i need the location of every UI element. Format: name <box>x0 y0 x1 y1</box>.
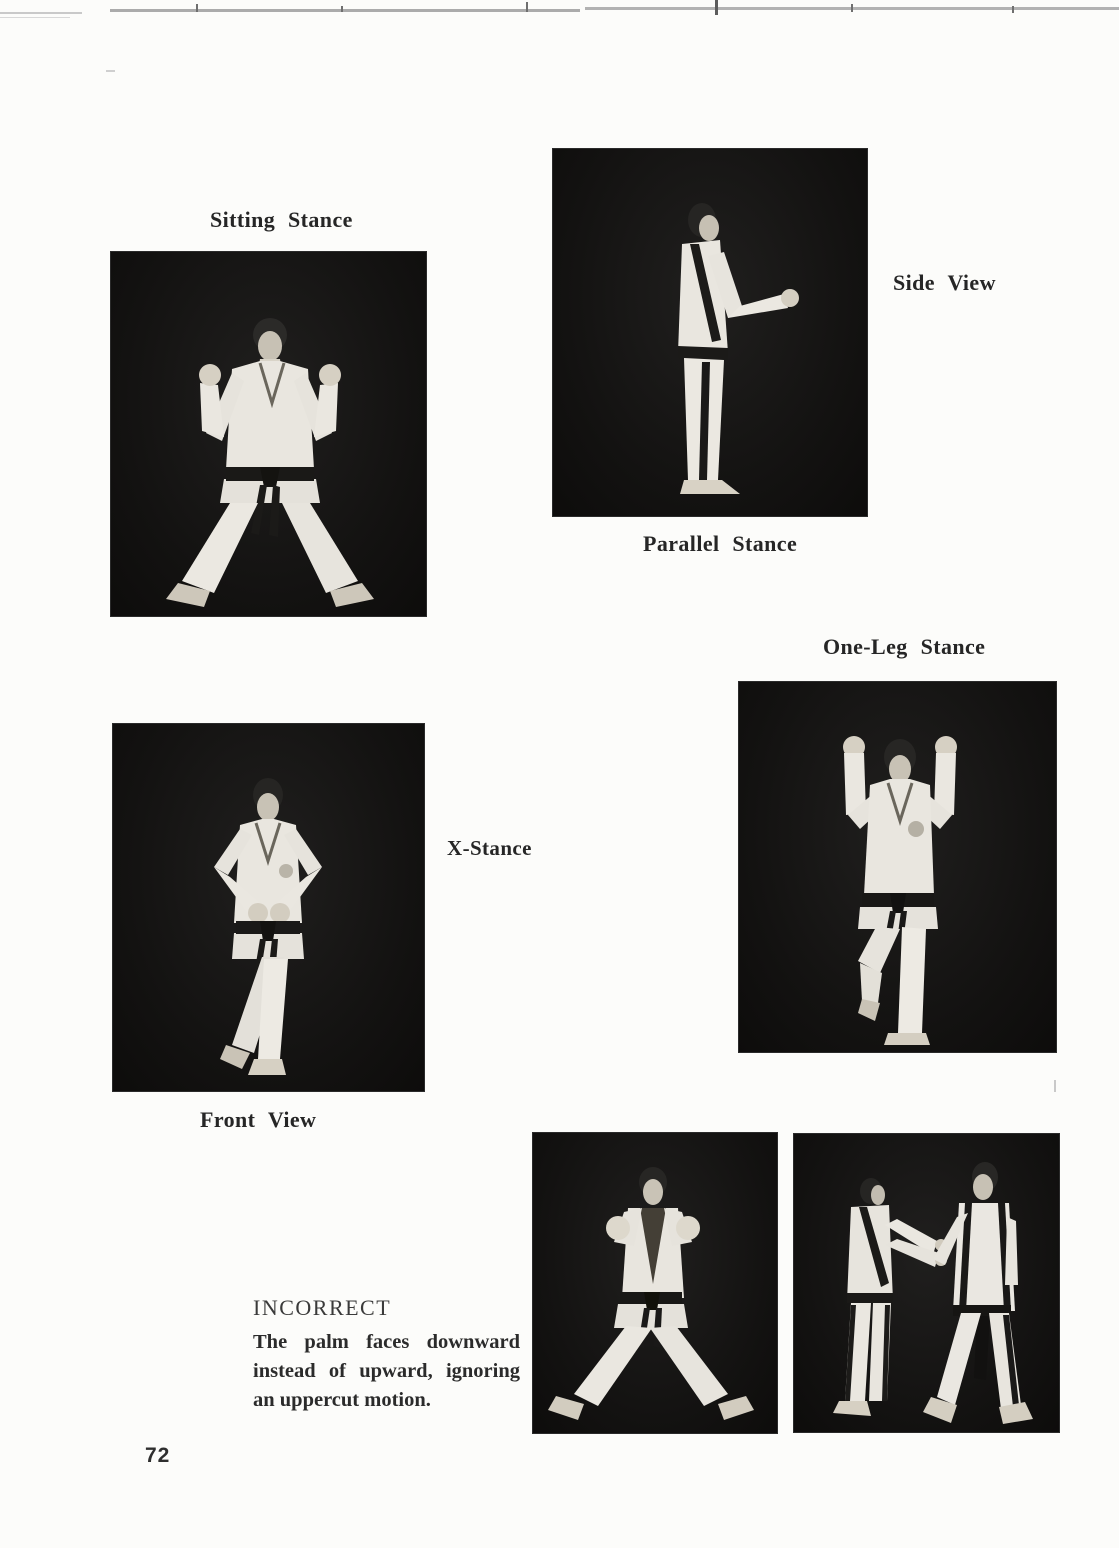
incorrect-line: instead of upward, ignoring <box>253 1360 520 1382</box>
scan-speck <box>1054 1080 1056 1092</box>
caption-sitting-stance: Sitting Stance <box>210 207 353 232</box>
one-leg-stance-figure <box>738 681 1057 1053</box>
scan-tick <box>1012 6 1014 13</box>
scan-tick <box>341 6 343 12</box>
uppercut-partner-figure <box>793 1133 1060 1433</box>
scan-speck <box>106 70 115 72</box>
scan-line-segment <box>0 12 82 14</box>
photo-parallel-stance-side <box>552 148 868 517</box>
page-number: 72 <box>145 1444 171 1467</box>
incorrect-palm-figure <box>532 1132 778 1434</box>
incorrect-line: an uppercut motion. <box>253 1389 431 1411</box>
photo-incorrect-palm <box>532 1132 778 1434</box>
incorrect-note <box>253 1295 520 1415</box>
parallel-stance-figure <box>552 148 868 517</box>
photo-uppercut-partner <box>793 1133 1060 1433</box>
scan-tick <box>196 4 198 12</box>
caption-front-view: Front View <box>200 1107 317 1132</box>
scan-tick <box>715 0 718 15</box>
incorrect-line: The palm faces downward <box>253 1331 520 1353</box>
scan-tick <box>526 2 528 12</box>
caption-x-stance: X-Stance <box>447 836 532 860</box>
caption-parallel-stance: Parallel Stance <box>643 531 798 556</box>
scan-line-segment <box>0 17 70 18</box>
x-stance-figure <box>112 723 425 1092</box>
incorrect-heading: INCORRECT <box>253 1295 392 1320</box>
scan-line-segment <box>110 9 580 12</box>
sitting-stance-figure <box>110 251 427 617</box>
photo-sitting-stance <box>110 251 427 617</box>
photo-x-stance-front <box>112 723 425 1092</box>
caption-side-view: Side View <box>893 270 996 295</box>
scan-tick <box>851 4 853 12</box>
caption-one-leg-stance: One-Leg Stance <box>823 634 986 659</box>
photo-one-leg-stance <box>738 681 1057 1053</box>
